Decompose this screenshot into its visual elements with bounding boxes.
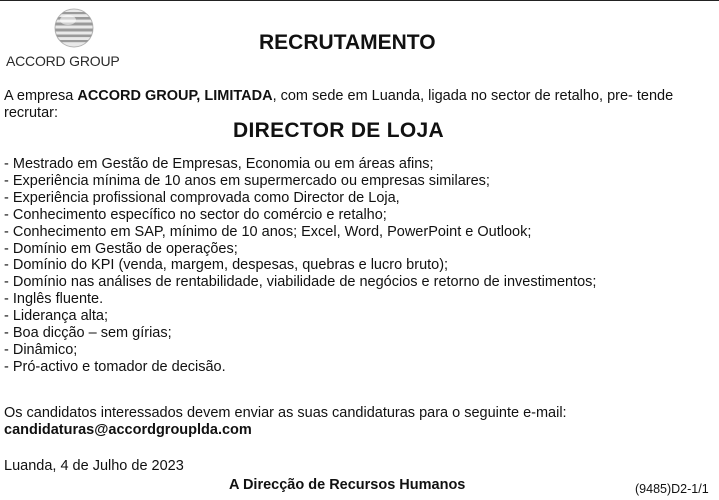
intro-company: ACCORD GROUP, LIMITADA: [77, 88, 273, 104]
globe-icon: [54, 8, 94, 48]
company-logo: [6, 8, 146, 74]
application-email[interactable]: candidaturas@accordgrouplda.com: [4, 422, 252, 438]
requirement-item: - Liderança alta;: [4, 308, 596, 325]
requirement-item: - Dinâmico;: [4, 342, 596, 359]
requirement-item: - Domínio nas análises de rentabilidade, viabilidade de negócios e retorno de investimentos;: [4, 274, 596, 291]
place-date: Luanda, 4 de Julho de 2023: [4, 458, 184, 474]
application-text: Os candidatos interessados devem enviar as suas candidaturas para o seguinte e-mail:: [4, 405, 567, 421]
application-instructions: [4, 405, 567, 439]
requirement-item: - Conhecimento específico no sector do comércio e retalho;: [4, 207, 596, 224]
requirement-item: - Experiência profissional comprovada como Director de Loja,: [4, 190, 596, 207]
page-title: RECRUTAMENTO: [259, 31, 436, 54]
intro-prefix: A empresa: [4, 88, 78, 104]
requirement-item: - Boa dicção – sem gírias;: [4, 325, 596, 342]
requirement-item: - Domínio em Gestão de operações;: [4, 241, 596, 258]
requirement-item: - Experiência mínima de 10 anos em supermercado ou empresas similares;: [4, 173, 596, 190]
requirement-item: - Domínio do KPI (venda, margem, despesas, quebras e lucro bruto);: [4, 257, 596, 274]
requirement-item: - Conhecimento em SAP, mínimo de 10 anos; Excel, Word, PowerPoint e Outlook;: [4, 224, 596, 241]
requirement-item: - Mestrado em Gestão de Empresas, Economia ou em áreas afins;: [4, 156, 596, 173]
requirement-item: - Pró-activo e tomador de decisão.: [4, 359, 596, 376]
requirements-list: [4, 156, 596, 376]
requirement-item: - Inglês fluente.: [4, 291, 596, 308]
intro-suffix: , com sede em Luanda, ligada no sector de retalho, pre- tende recrutar:: [4, 88, 674, 121]
reference-code: (9485)D2-1/1: [635, 482, 709, 496]
signature: A Direcção de Recursos Humanos: [229, 477, 466, 493]
intro-paragraph: [4, 88, 709, 121]
logo-text: ACCORD GROUP: [6, 53, 120, 69]
position-title: DIRECTOR DE LOJA: [233, 119, 444, 142]
top-border: [0, 0, 719, 1]
